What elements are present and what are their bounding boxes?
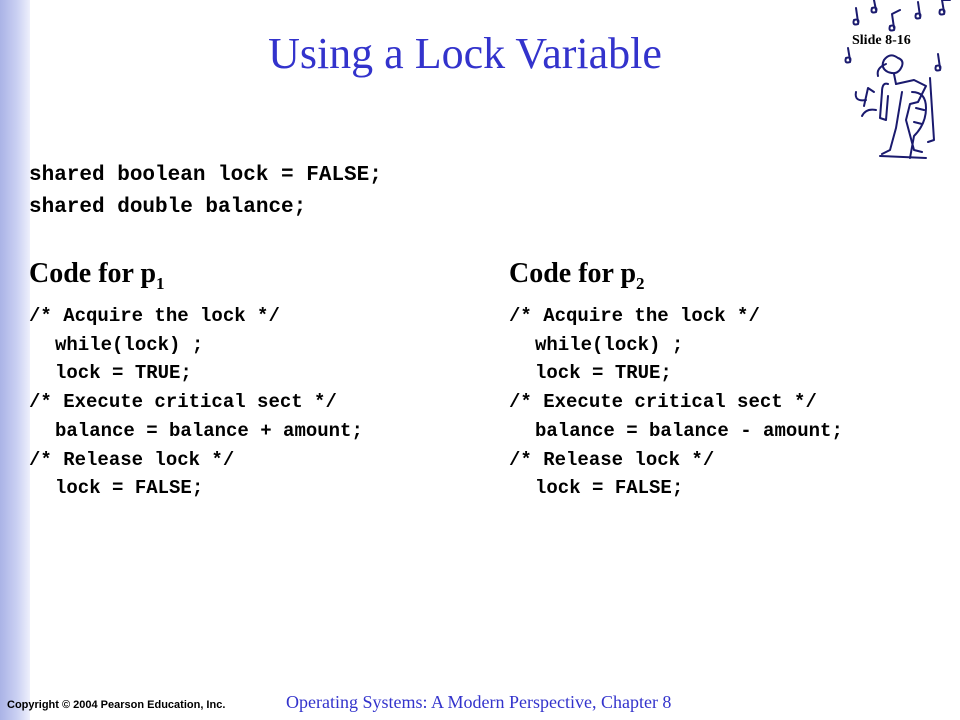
code-line: lock = TRUE; bbox=[535, 362, 672, 385]
code-line: lock = TRUE; bbox=[55, 362, 192, 385]
column-heading bbox=[29, 258, 363, 300]
code-line: /* Acquire the lock */ bbox=[29, 305, 280, 327]
code-line: /* Release lock */ bbox=[29, 448, 235, 471]
code-line: /* Acquire the lock */ bbox=[509, 305, 760, 327]
left-gradient-bar bbox=[0, 0, 30, 720]
declaration-line: shared boolean lock = FALSE; bbox=[29, 164, 382, 187]
heading-subscript: 1 bbox=[156, 274, 165, 293]
code-line: balance = balance - amount; bbox=[535, 419, 843, 442]
column-heading bbox=[509, 258, 843, 300]
musician-illustration-icon bbox=[840, 0, 958, 168]
slide-title: Using a Lock Variable bbox=[268, 29, 662, 78]
footer-book-title: Operating Systems: A Modern Perspective, Chapter 8 bbox=[286, 692, 672, 712]
heading-text: Code for p bbox=[509, 258, 637, 289]
code-line: while(lock) ; bbox=[55, 333, 204, 356]
shared-declarations bbox=[29, 160, 382, 224]
code-line: /* Execute critical sect */ bbox=[29, 391, 337, 414]
slide-number: Slide 8-16 bbox=[852, 33, 911, 48]
code-column-p1 bbox=[29, 258, 363, 503]
code-line: while(lock) ; bbox=[535, 333, 684, 356]
code-line: /* Release lock */ bbox=[509, 448, 715, 471]
code-line: /* Execute critical sect */ bbox=[509, 391, 817, 414]
code-column-p2 bbox=[509, 258, 843, 503]
declaration-line: shared double balance; bbox=[29, 196, 307, 219]
code-line: lock = FALSE; bbox=[535, 477, 684, 500]
heading-subscript: 2 bbox=[636, 274, 645, 293]
code-block bbox=[509, 302, 843, 503]
code-block bbox=[29, 302, 363, 503]
code-line: balance = balance + amount; bbox=[55, 419, 363, 442]
code-line: lock = FALSE; bbox=[55, 477, 204, 500]
heading-text: Code for p bbox=[29, 258, 157, 289]
copyright-notice: Copyright © 2004 Pearson Education, Inc. bbox=[7, 699, 226, 711]
